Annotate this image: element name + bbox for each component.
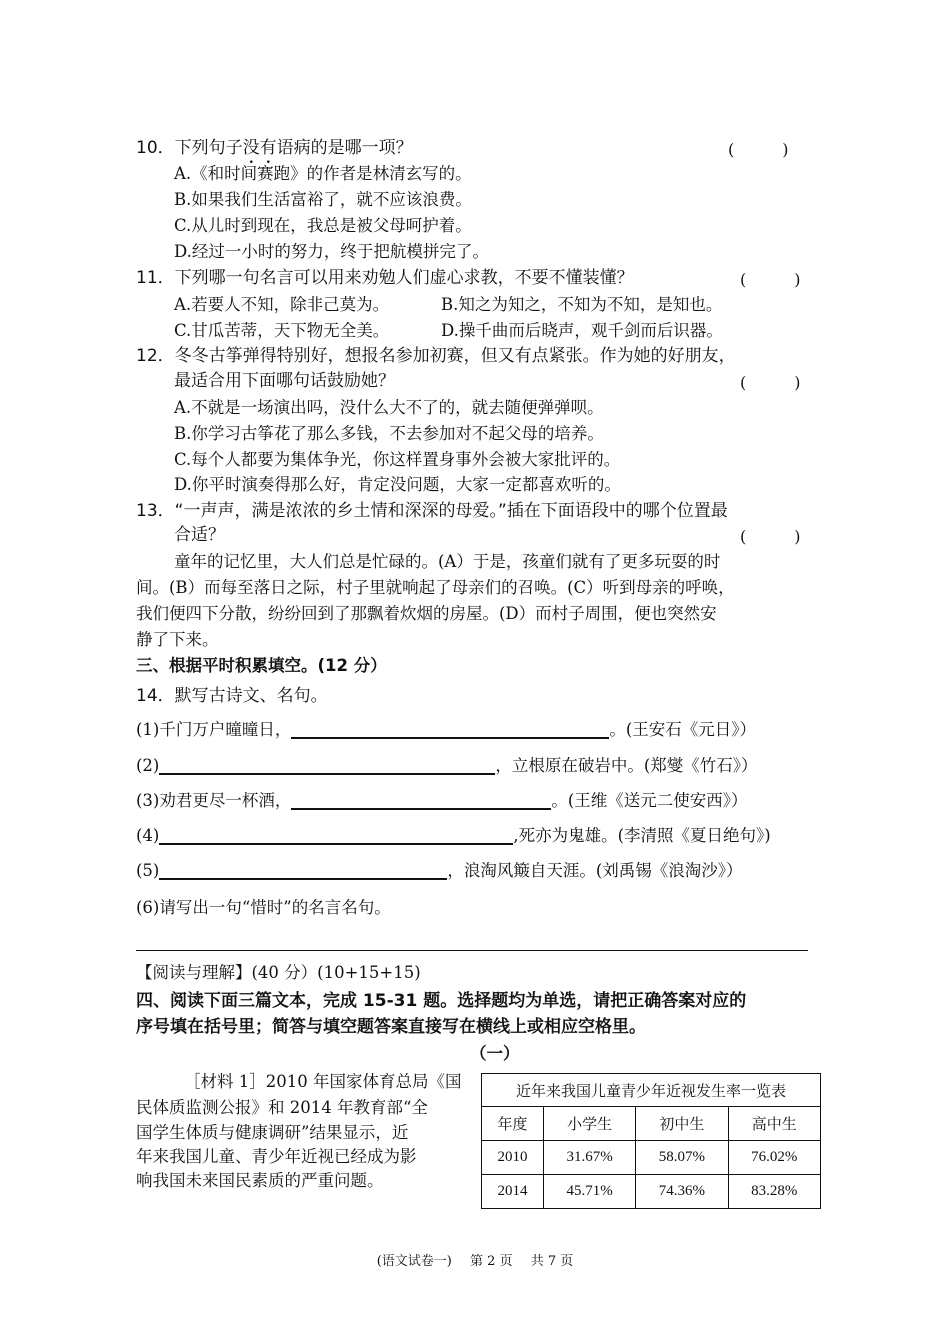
table-cell: 2014 bbox=[482, 1175, 544, 1209]
footer-total-pages: 共 7 页 bbox=[530, 1254, 574, 1269]
q12-option-d: D.你平时演奏得那么好，肯定没问题，大家一定都喜欢听的。 bbox=[174, 475, 621, 494]
answer-line-2[interactable] bbox=[159, 755, 495, 775]
q13-passage-line4: 静了下来。 bbox=[136, 630, 219, 649]
section-3-title: 三、根据平时积累填空。(12 分） bbox=[136, 656, 387, 675]
q10-stem: 10．下列句子没有语病的是哪一项？ bbox=[136, 138, 413, 158]
part-heading: （一） bbox=[470, 1044, 520, 1063]
table-row bbox=[482, 1141, 821, 1175]
table-cell: 31.67% bbox=[543, 1141, 635, 1175]
q14-item-2: (2) ，立根原在破岩中。(郑燮《竹石》） bbox=[136, 756, 758, 775]
q10-option-b: B.如果我们生活富裕了，就不应该浪费。 bbox=[174, 190, 472, 209]
material-line1: ［材料 1］2010 年国家体育总局《国 bbox=[184, 1072, 462, 1091]
q13-stem-line2: 合适？ bbox=[174, 525, 225, 545]
answer-paren-q12[interactable]: ( ) bbox=[740, 373, 801, 392]
q14-item-1: (1)千门万户曈曈日， 。(王安石《元日》） bbox=[136, 720, 757, 739]
table-row bbox=[482, 1175, 821, 1209]
table-header-cell: 高中生 bbox=[728, 1107, 820, 1141]
q14-stem: 14．默写古诗文、名句。 bbox=[136, 686, 328, 706]
q14-item-5: (5) ，浪淘风簸自天涯。(刘禹锡《浪淘沙》） bbox=[136, 861, 743, 880]
q11-option-b: B.知之为知之，不知为不知，是知也。 bbox=[441, 295, 723, 314]
q12-option-a: A.不就是一场演出吗，没什么大不了的，就去随便弹弹呗。 bbox=[174, 398, 604, 417]
section-divider bbox=[136, 950, 808, 951]
table-header-cell: 小学生 bbox=[543, 1107, 635, 1141]
q11-option-d: D.操千曲而后晓声，观千剑而后识器。 bbox=[441, 321, 723, 340]
q10-option-a: A.《和时间赛跑》的作者是林清玄写的。 bbox=[174, 164, 472, 183]
q12-stem-line2: 最适合用下面哪句话鼓励她？ bbox=[174, 371, 395, 391]
footer-page-number: 第 2 页 bbox=[470, 1254, 513, 1269]
q13-stem-line1: 13．“一声声，满是浓浓的乡土情和深深的母爱。”插在下面语段中的哪个位置最 bbox=[136, 501, 728, 521]
table-cell: 74.36% bbox=[636, 1175, 728, 1209]
table-cell: 58.07% bbox=[636, 1141, 728, 1175]
q12-option-b: B.你学习古筝花了那么多钱，不去参加对不起父母的培养。 bbox=[174, 424, 604, 443]
table-caption: 近年来我国儿童青少年近视发生率一览表 bbox=[482, 1074, 821, 1107]
q12-option-c: C.每个人都要为集体争光，你这样置身事外会被大家批评的。 bbox=[174, 450, 621, 469]
answer-line-5[interactable] bbox=[159, 860, 447, 880]
myopia-rate-table bbox=[481, 1073, 821, 1209]
answer-paren-q13[interactable]: ( ) bbox=[740, 527, 801, 546]
table-header-cell: 年度 bbox=[482, 1107, 544, 1141]
q10-option-c: C.从儿时到现在，我总是被父母呵护着。 bbox=[174, 216, 472, 235]
material-line4: 年来我国儿童、青少年近视已经成为影 bbox=[136, 1147, 417, 1166]
q13-passage-line1: 童年的记忆里，大人们总是忙碌的。(A）于是，孩童们就有了更多玩耍的时 bbox=[174, 552, 721, 571]
answer-line-1[interactable] bbox=[291, 719, 609, 739]
q14-item-6: (6)请写出一句“惜时”的名言名句。 bbox=[136, 898, 391, 917]
reading-instructions-line1: 四、阅读下面三篇文本，完成 15-31 题。选择题均为单选，请把正确答案对应的 bbox=[136, 991, 747, 1011]
table-cell: 2010 bbox=[482, 1141, 544, 1175]
q11-option-a: A.若要人不知，除非己莫为。 bbox=[174, 295, 390, 314]
footer-paper-name: (语文试卷一) bbox=[376, 1254, 452, 1269]
reading-instructions-line2: 序号填在括号里；简答与填空题答案直接写在横线上或相应空格里。 bbox=[136, 1017, 646, 1037]
page-footer bbox=[0, 1250, 950, 1269]
table-header-cell: 初中生 bbox=[636, 1107, 728, 1141]
answer-line-4[interactable] bbox=[159, 825, 513, 845]
q10-option-d: D.经过一小时的努力，终于把航模拼完了。 bbox=[174, 242, 489, 261]
material-line2: 民体质监测公报》和 2014 年教育部“全 bbox=[136, 1098, 428, 1117]
answer-paren-q11[interactable]: ( ) bbox=[740, 270, 801, 289]
material-line5: 响我国未来国民素质的严重问题。 bbox=[136, 1171, 384, 1190]
answer-line-3[interactable] bbox=[291, 790, 551, 810]
material-line3: 国学生体质与健康调研”结果显示，近 bbox=[136, 1123, 409, 1142]
answer-paren-q10[interactable]: ( ) bbox=[728, 140, 789, 159]
reading-header: 【阅读与理解】(40 分）(10+15+15) bbox=[136, 963, 421, 982]
q11-stem: 11．下列哪一句名言可以用来劝勉人们虚心求教，不要不懂装懂？ bbox=[136, 268, 634, 288]
table-cell: 76.02% bbox=[728, 1141, 820, 1175]
q13-passage-line3: 我们便四下分散，纷纷回到了那飘着炊烟的房屋。(D）而村子周围，便也突然安 bbox=[136, 604, 717, 623]
q14-item-3: (3)劝君更尽一杯酒， 。(王维《送元二使安西》） bbox=[136, 791, 748, 810]
table-cell: 83.28% bbox=[728, 1175, 820, 1209]
q11-option-c: C.甘瓜苦蒂，天下物无全美。 bbox=[174, 321, 390, 340]
q14-item-4: (4) ,死亦为鬼雄。(李清照《夏日绝句》) bbox=[136, 826, 771, 845]
table-cell: 45.71% bbox=[543, 1175, 635, 1209]
q13-passage-line2: 间。(B）而每至落日之际，村子里就响起了母亲们的召唤。(C）听到母亲的呼唤， bbox=[136, 578, 735, 597]
q12-stem-line1: 12．冬冬古筝弹得特别好，想报名参加初赛，但又有点紧张。作为她的好朋友， bbox=[136, 346, 736, 366]
table-header-row bbox=[482, 1107, 821, 1141]
